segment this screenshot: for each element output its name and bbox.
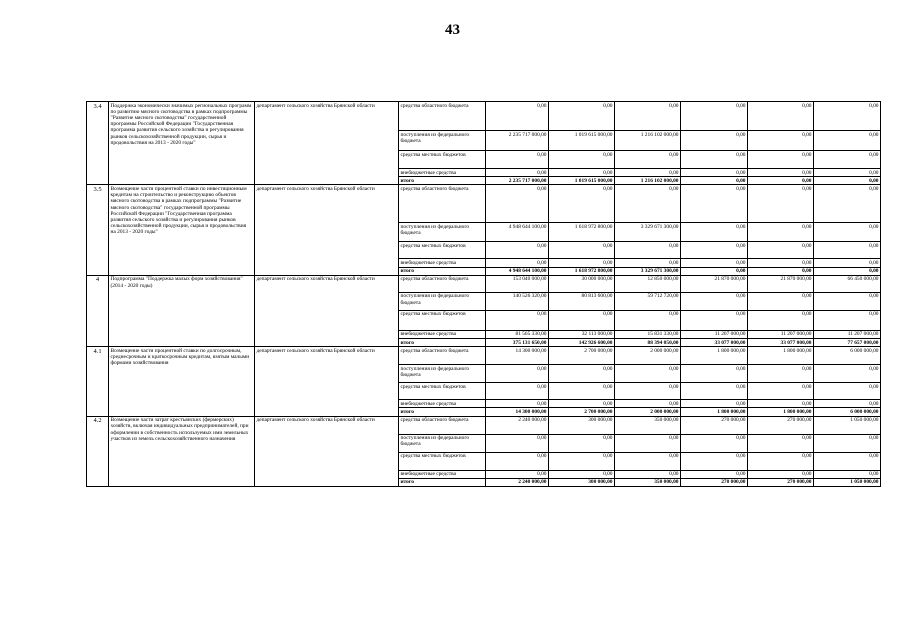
amount-cell: 1 019 615 000,00 xyxy=(549,131,615,151)
amount-cell: 0,00 xyxy=(814,383,881,400)
amount-cell: 0,00 xyxy=(549,452,615,470)
amount-cell: 0,00 xyxy=(748,400,814,408)
amount-cell: 0,00 xyxy=(486,434,549,452)
amount-cell: 2 700 000,00 xyxy=(549,347,615,365)
amount-cell: 0,00 xyxy=(681,131,748,151)
amount-cell: 0,00 xyxy=(615,169,681,177)
amount-cell: 0,00 xyxy=(748,267,814,275)
amount-cell: 0,00 xyxy=(681,169,748,177)
amount-cell: 350 000,00 xyxy=(615,478,681,486)
amount-cell: 0,00 xyxy=(549,151,615,169)
funding-source: средства местных бюджетов xyxy=(399,383,486,400)
amount-cell: 0,00 xyxy=(814,223,881,242)
amount-cell: 0,00 xyxy=(748,452,814,470)
amount-cell: 0,00 xyxy=(681,151,748,169)
amount-cell: 0,00 xyxy=(615,434,681,452)
amount-cell: 33 077 000,00 xyxy=(681,339,748,347)
amount-cell: 1 800 000,00 xyxy=(748,408,814,416)
amount-cell: 0,00 xyxy=(486,400,549,408)
amount-cell: 0,00 xyxy=(615,400,681,408)
amount-cell: 0,00 xyxy=(814,292,881,310)
amount-cell: 6 000 000,00 xyxy=(814,408,881,416)
amount-cell: 6 000 000,00 xyxy=(814,347,881,365)
amount-cell: 0,00 xyxy=(814,310,881,330)
amount-cell: 14 300 000,00 xyxy=(486,347,549,365)
amount-cell: 4 948 644 100,00 xyxy=(486,223,549,242)
amount-cell: 0,00 xyxy=(615,383,681,400)
amount-cell: 0,00 xyxy=(814,259,881,267)
amount-cell: 0,00 xyxy=(615,242,681,259)
amount-cell: 4 948 644 100,00 xyxy=(486,267,549,275)
amount-cell: 88 394 050,00 xyxy=(615,339,681,347)
amount-cell: 140 526 320,00 xyxy=(486,292,549,310)
funding-source: итого xyxy=(399,408,486,416)
amount-cell: 0,00 xyxy=(814,151,881,169)
amount-cell: 0,00 xyxy=(486,383,549,400)
amount-cell: 1 050 000,00 xyxy=(814,478,881,486)
amount-cell: 0,00 xyxy=(681,102,748,131)
amount-cell: 0,00 xyxy=(814,169,881,177)
funding-source: поступления из федерального бюджета xyxy=(399,131,486,151)
funding-source: поступления из федерального бюджета xyxy=(399,292,486,310)
amount-cell: 2 700 000,00 xyxy=(549,408,615,416)
amount-cell: 1 216 102 000,00 xyxy=(615,177,681,185)
amount-cell: 0,00 xyxy=(748,131,814,151)
measure-description: Поддержка экономически значимых региональных программ по развитию мясного скотоводства в рамках подпрограммы "Развитие мясного скотоводства" государственной программы Российской Федерации "Государственная программа развития сельского хозяйства и регулирования рынков сельскохозяйственной продукции, сырья и продовольствия на 2013 - 2020 годы" xyxy=(109,102,255,185)
responsible-executor: департамент сельского хозяйства Брянской области xyxy=(255,347,399,416)
amount-cell: 2 000 000,00 xyxy=(615,347,681,365)
amount-cell: 0,00 xyxy=(615,310,681,330)
measure-description: Возмещение части процентной ставки по долгосрочным, среднесрочным и краткосрочным кредитам, взятым малыми формами хозяйствования xyxy=(109,347,255,416)
amount-cell: 270 000,00 xyxy=(681,478,748,486)
amount-cell: 0,00 xyxy=(748,365,814,383)
amount-cell: 0,00 xyxy=(549,169,615,177)
amount-cell: 0,00 xyxy=(814,470,881,478)
amount-cell: 0,00 xyxy=(748,434,814,452)
amount-cell: 0,00 xyxy=(615,259,681,267)
amount-cell: 2 235 717 000,00 xyxy=(486,131,549,151)
amount-cell: 0,00 xyxy=(549,259,615,267)
amount-cell: 0,00 xyxy=(549,310,615,330)
funding-source: средства областного бюджета xyxy=(399,185,486,223)
amount-cell: 3 329 671 300,00 xyxy=(615,267,681,275)
funding-source: средства областного бюджета xyxy=(399,416,486,434)
funding-source: средства областного бюджета xyxy=(399,275,486,292)
amount-cell: 0,00 xyxy=(748,102,814,131)
amount-cell: 11 207 000,00 xyxy=(814,330,881,338)
table-row xyxy=(87,275,881,292)
amount-cell: 0,00 xyxy=(486,242,549,259)
amount-cell: 32 113 000,00 xyxy=(549,330,615,338)
funding-source: средства областного бюджета xyxy=(399,102,486,131)
amount-cell: 0,00 xyxy=(814,400,881,408)
amount-cell: 11 207 000,00 xyxy=(681,330,748,338)
amount-cell: 0,00 xyxy=(814,185,881,223)
measure-description: Возмещение части затрат крестьянских (фермерских) хозяйств, включая индивидуальных предпринимателей, при оформлении в собственность используемых ими земельных участков из земель сельскохозяйственного назначения xyxy=(109,416,255,486)
amount-cell: 2 000 000,00 xyxy=(615,408,681,416)
amount-cell: 0,00 xyxy=(748,223,814,242)
amount-cell: 270 000,00 xyxy=(748,416,814,434)
funding-source: средства местных бюджетов xyxy=(399,310,486,330)
amount-cell: 0,00 xyxy=(486,470,549,478)
responsible-executor: департамент сельского хозяйства Брянской области xyxy=(255,185,399,275)
amount-cell: 0,00 xyxy=(681,185,748,223)
amount-cell: 12 850 000,00 xyxy=(615,275,681,292)
funding-source: средства местных бюджетов xyxy=(399,151,486,169)
amount-cell: 0,00 xyxy=(681,400,748,408)
amount-cell: 0,00 xyxy=(486,185,549,223)
table-row xyxy=(87,102,881,131)
amount-cell: 15 831 330,00 xyxy=(615,330,681,338)
amount-cell: 0,00 xyxy=(549,185,615,223)
amount-cell: 0,00 xyxy=(549,434,615,452)
amount-cell: 270 000,00 xyxy=(748,478,814,486)
table-row xyxy=(87,185,881,223)
amount-cell: 0,00 xyxy=(748,259,814,267)
amount-cell: 0,00 xyxy=(549,242,615,259)
amount-cell: 0,00 xyxy=(486,151,549,169)
funding-source: средства местных бюджетов xyxy=(399,452,486,470)
amount-cell: 0,00 xyxy=(486,259,549,267)
item-number: 4.1 xyxy=(87,347,109,416)
item-number: 4.2 xyxy=(87,416,109,486)
amount-cell: 0,00 xyxy=(748,242,814,259)
page-number: 43 xyxy=(445,22,460,38)
amount-cell: 1 618 972 800,00 xyxy=(549,223,615,242)
amount-cell: 0,00 xyxy=(615,452,681,470)
amount-cell: 21 870 000,00 xyxy=(681,275,748,292)
amount-cell: 0,00 xyxy=(681,242,748,259)
amount-cell: 0,00 xyxy=(814,131,881,151)
amount-cell: 3 329 671 300,00 xyxy=(615,223,681,242)
amount-cell: 1 019 615 000,00 xyxy=(549,177,615,185)
funding-source: поступления из федерального бюджета xyxy=(399,365,486,383)
amount-cell: 0,00 xyxy=(681,177,748,185)
amount-cell: 14 300 000,00 xyxy=(486,408,549,416)
amount-cell: 80 813 600,00 xyxy=(549,292,615,310)
funding-source: внебюджетные средства xyxy=(399,169,486,177)
amount-cell: 0,00 xyxy=(486,310,549,330)
amount-cell: 2 240 000,00 xyxy=(486,478,549,486)
amount-cell: 0,00 xyxy=(814,242,881,259)
funding-source: итого xyxy=(399,478,486,486)
funding-source: поступления из федерального бюджета xyxy=(399,434,486,452)
amount-cell: 350 000,00 xyxy=(615,416,681,434)
amount-cell: 1 800 000,00 xyxy=(748,347,814,365)
amount-cell: 300 000,00 xyxy=(549,478,615,486)
amount-cell: 0,00 xyxy=(681,434,748,452)
responsible-executor: департамент сельского хозяйства Брянской области xyxy=(255,102,399,185)
amount-cell: 21 870 000,00 xyxy=(748,275,814,292)
amount-cell: 0,00 xyxy=(549,365,615,383)
amount-cell: 0,00 xyxy=(549,383,615,400)
amount-cell: 0,00 xyxy=(681,267,748,275)
amount-cell: 0,00 xyxy=(681,383,748,400)
funding-source: поступления из федерального бюджета xyxy=(399,223,486,242)
amount-cell: 66 450 000,00 xyxy=(814,275,881,292)
table-row xyxy=(87,416,881,434)
amount-cell: 0,00 xyxy=(681,259,748,267)
funding-source: внебюджетные средства xyxy=(399,470,486,478)
amount-cell: 81 565 330,00 xyxy=(486,330,549,338)
amount-cell: 0,00 xyxy=(748,470,814,478)
amount-cell: 1 050 000,00 xyxy=(814,416,881,434)
funding-source: внебюджетные средства xyxy=(399,330,486,338)
item-number: 3.5 xyxy=(87,185,109,275)
amount-cell: 0,00 xyxy=(748,169,814,177)
amount-cell: 1 800 000,00 xyxy=(681,408,748,416)
item-number: 4 xyxy=(87,275,109,346)
amount-cell: 0,00 xyxy=(681,292,748,310)
measure-description: Подпрограмма "Поддержка малых форм хозяйствования" (2014 - 2020 годы) xyxy=(109,275,255,346)
amount-cell: 0,00 xyxy=(748,292,814,310)
responsible-executor: департамент сельского хозяйства Брянской области xyxy=(255,416,399,486)
amount-cell: 30 000 000,00 xyxy=(549,275,615,292)
amount-cell: 0,00 xyxy=(615,470,681,478)
amount-cell: 0,00 xyxy=(615,185,681,223)
amount-cell: 375 131 650,00 xyxy=(486,339,549,347)
amount-cell: 153 040 000,00 xyxy=(486,275,549,292)
amount-cell: 0,00 xyxy=(814,434,881,452)
amount-cell: 0,00 xyxy=(748,151,814,169)
amount-cell: 0,00 xyxy=(549,102,615,131)
responsible-executor: департамент сельского хозяйства Брянской области xyxy=(255,275,399,346)
amount-cell: 0,00 xyxy=(814,452,881,470)
amount-cell: 2 240 000,00 xyxy=(486,416,549,434)
amount-cell: 0,00 xyxy=(549,470,615,478)
table-row xyxy=(87,347,881,365)
amount-cell: 0,00 xyxy=(615,365,681,383)
item-number: 3.4 xyxy=(87,102,109,185)
measure-description: Возмещение части процентной ставки по инвестиционным кредитам на строительство и реконструкцию объектов мясного скотоводства в рамках подпрограммы "Развитие мясного скотоводства" государственной программы Российской Федерации "Государственная программа развития сельского хозяйства и регулирования рынков сельскохозяйственной продукции, сырья и продовольствия на 2013 - 2020 годы" xyxy=(109,185,255,275)
amount-cell: 0,00 xyxy=(748,383,814,400)
amount-cell: 0,00 xyxy=(814,177,881,185)
amount-cell: 2 235 717 000,00 xyxy=(486,177,549,185)
amount-cell: 0,00 xyxy=(549,400,615,408)
amount-cell: 0,00 xyxy=(748,185,814,223)
funding-source: внебюджетные средства xyxy=(399,259,486,267)
amount-cell: 0,00 xyxy=(814,267,881,275)
amount-cell: 142 926 600,00 xyxy=(549,339,615,347)
amount-cell: 0,00 xyxy=(681,223,748,242)
funding-source: итого xyxy=(399,177,486,185)
funding-source: средства областного бюджета xyxy=(399,347,486,365)
amount-cell: 11 207 000,00 xyxy=(748,330,814,338)
amount-cell: 77 657 000,00 xyxy=(814,339,881,347)
amount-cell: 0,00 xyxy=(615,151,681,169)
amount-cell: 0,00 xyxy=(681,365,748,383)
budget-table xyxy=(86,101,881,487)
amount-cell: 0,00 xyxy=(486,169,549,177)
funding-source: итого xyxy=(399,339,486,347)
amount-cell: 0,00 xyxy=(814,365,881,383)
amount-cell: 0,00 xyxy=(814,102,881,131)
amount-cell: 1 216 102 000,00 xyxy=(615,131,681,151)
amount-cell: 0,00 xyxy=(486,452,549,470)
funding-source: внебюджетные средства xyxy=(399,400,486,408)
funding-source: средства местных бюджетов xyxy=(399,242,486,259)
amount-cell: 1 800 000,00 xyxy=(681,347,748,365)
amount-cell: 300 000,00 xyxy=(549,416,615,434)
amount-cell: 0,00 xyxy=(681,310,748,330)
amount-cell: 0,00 xyxy=(486,102,549,131)
amount-cell: 0,00 xyxy=(748,310,814,330)
amount-cell: 0,00 xyxy=(748,177,814,185)
amount-cell: 0,00 xyxy=(486,365,549,383)
amount-cell: 0,00 xyxy=(681,470,748,478)
amount-cell: 0,00 xyxy=(681,452,748,470)
amount-cell: 33 077 000,00 xyxy=(748,339,814,347)
amount-cell: 0,00 xyxy=(615,102,681,131)
funding-source: итого xyxy=(399,267,486,275)
amount-cell: 59 712 720,00 xyxy=(615,292,681,310)
amount-cell: 1 618 972 800,00 xyxy=(549,267,615,275)
amount-cell: 270 000,00 xyxy=(681,416,748,434)
